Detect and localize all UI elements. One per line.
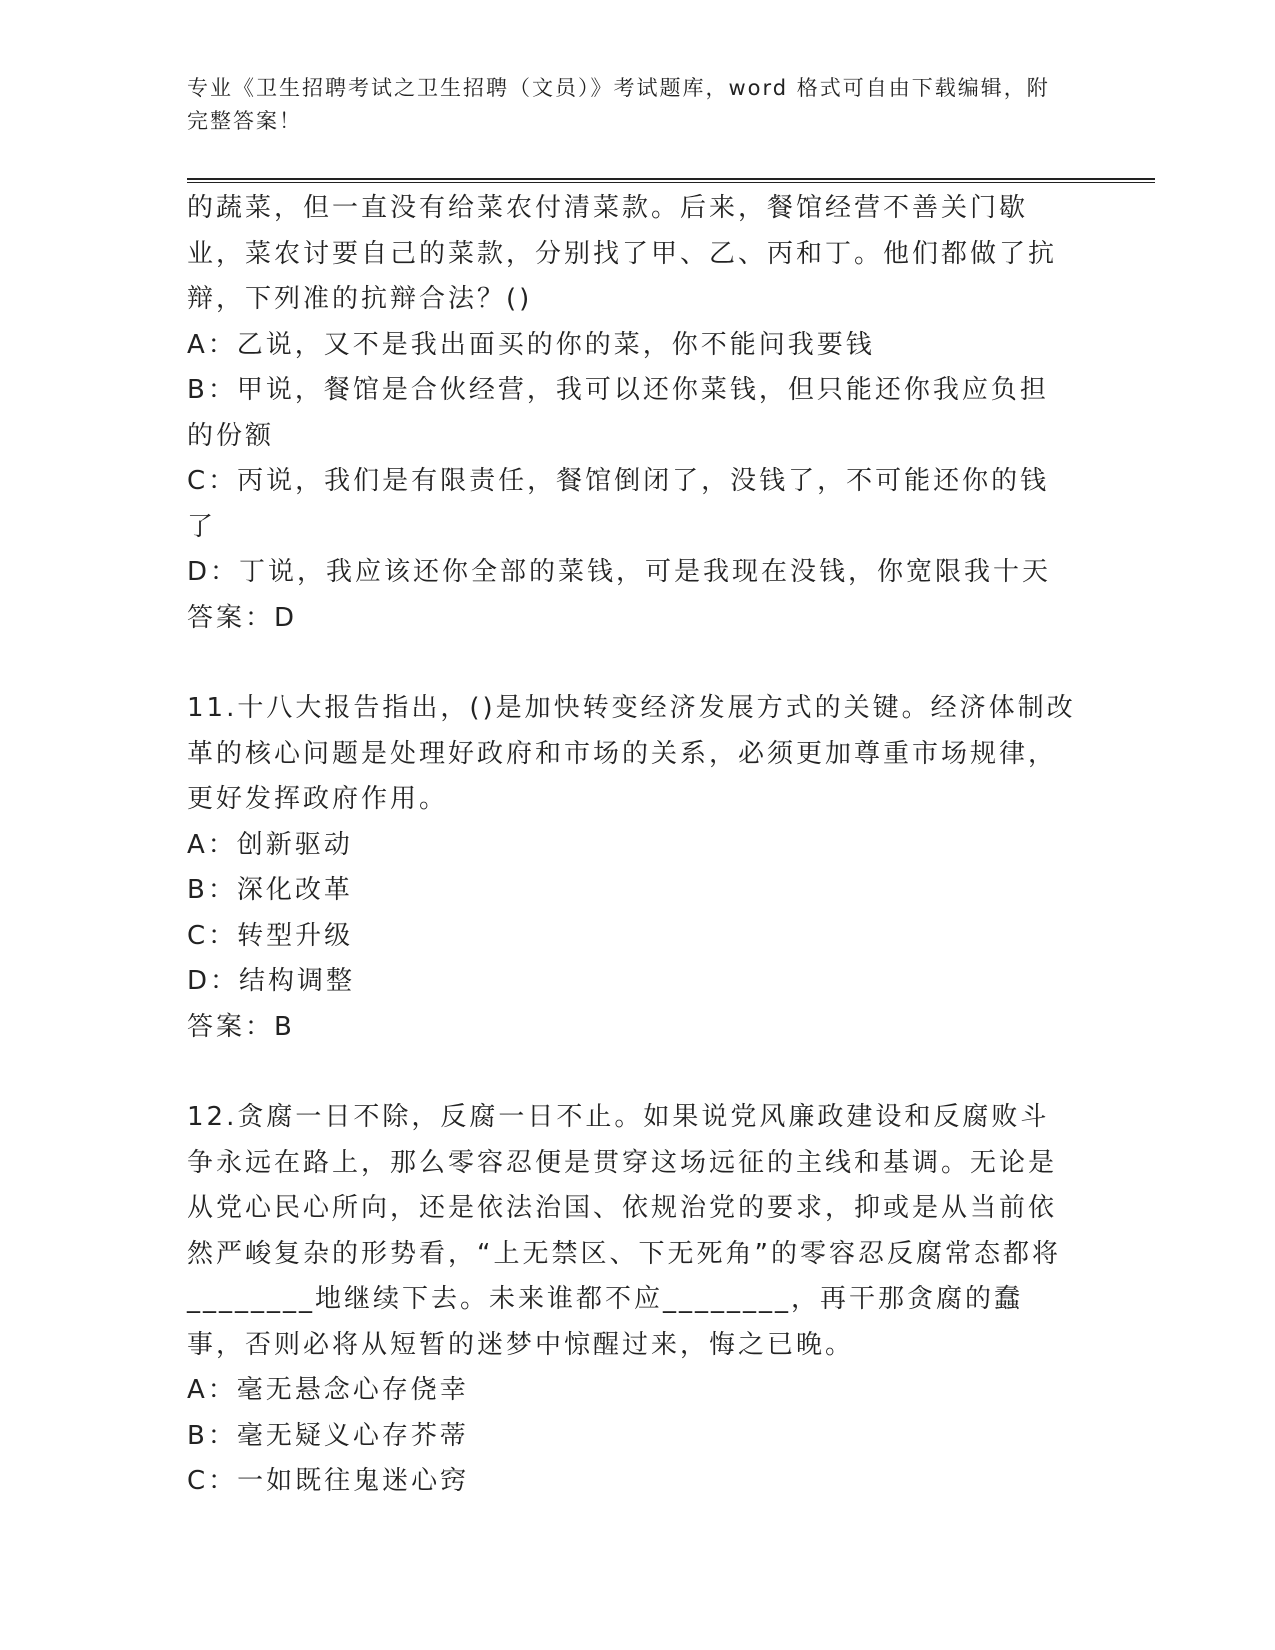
question-10-option-d: D：丁说，我应该还你全部的菜钱，可是我现在没钱，你宽限我十天: [187, 557, 1052, 587]
question-10-answer: 答案：D: [187, 602, 298, 633]
question-10: [187, 186, 1077, 641]
question-12-option-a: A：毫无悬念心存侥幸: [187, 1375, 469, 1405]
question-11-option-d: D：结构调整: [187, 966, 356, 996]
question-spacer: [187, 641, 1077, 686]
question-11-answer: 答案：B: [187, 1011, 295, 1042]
question-10-text: 的蔬菜，但一直没有给菜农付清菜款。后来，餐馆经营不善关门歇业，菜农讨要自己的菜款，分别找了甲、乙、丙和丁。他们都做了抗辩，下列准的抗辩合法？(): [187, 193, 1058, 314]
question-12: [187, 1095, 1077, 1505]
question-10-option-b: B：甲说，餐馆是合伙经营，我可以还你菜钱，但只能还你我应负担的份额: [187, 375, 1049, 451]
question-12-option-b: B：毫无疑义心存芥蒂: [187, 1420, 469, 1451]
question-10-option-a: A：乙说，又不是我出面买的你的菜，你不能问我要钱: [187, 329, 875, 360]
question-11-option-a: A：创新驱动: [187, 829, 353, 860]
question-11: [187, 686, 1077, 1050]
document-header: 专业《卫生招聘考试之卫生招聘（文员）》考试题库，word 格式可自由下载编辑，附完整答案！: [187, 76, 1050, 133]
header-divider: [187, 178, 1155, 183]
question-12-option-c: C：一如既往鬼迷心窍: [187, 1466, 470, 1496]
question-11-option-b: B：深化改革: [187, 875, 353, 905]
question-spacer: [187, 1050, 1077, 1095]
document-body: [187, 186, 1077, 1505]
question-11-option-c: C：转型升级: [187, 920, 354, 951]
question-12-text: 12.贪腐一日不除，反腐一日不止。如果说党风廉政建设和反腐败斗争永远在路上，那么零容忍便是贯穿这场远征的主线和基调。无论是从党心民心所向，还是依法治国、依规治党的要求，抑或是从当前依然严峻复杂的形势看，“上无禁区、下无死角”的零容忍反腐常态都将________地继续下去。未来谁都不应________，再干那贪腐的蠢事，否则必将从短暂的迷梦中惊醒过来，悔之已晚。: [187, 1102, 1061, 1360]
question-11-text: 11.十八大报告指出，()是加快转变经济发展方式的关键。经济体制改革的核心问题是处理好政府和市场的关系，必须更加尊重市场规律，更好发挥政府作用。: [187, 693, 1076, 814]
question-10-option-c: C：丙说，我们是有限责任，餐馆倒闭了，没钱了，不可能还你的钱了: [187, 466, 1050, 542]
